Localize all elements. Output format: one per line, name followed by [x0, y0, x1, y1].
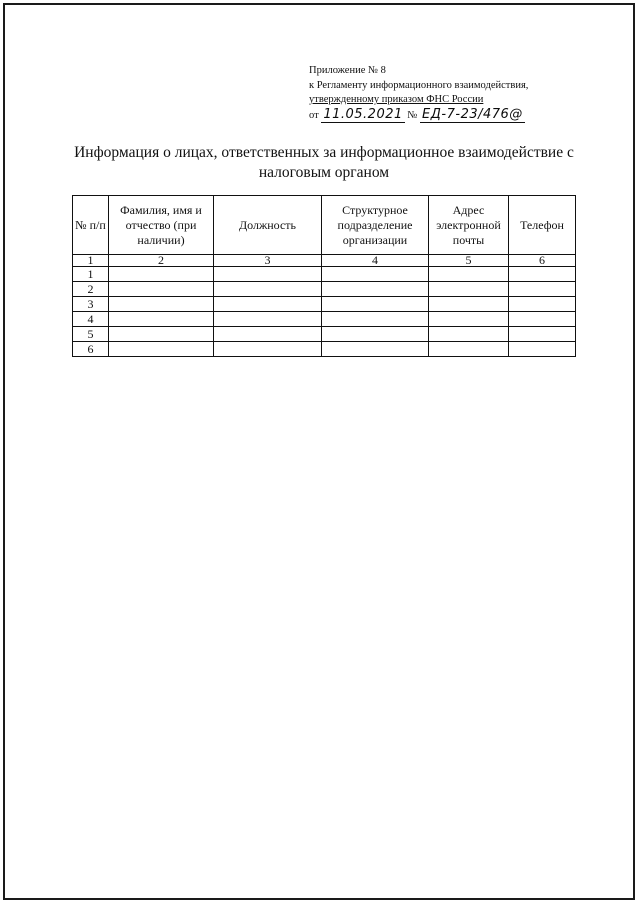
row-number-cell: 6 — [73, 342, 109, 357]
phone-cell — [509, 312, 576, 327]
from-label: от — [309, 109, 319, 121]
department-cell — [322, 282, 429, 297]
row-number-cell: 5 — [73, 327, 109, 342]
document-title: Информация о лицах, ответственных за информационное взаимодействие с налоговым органом — [74, 144, 574, 181]
page-border — [3, 3, 635, 900]
full-name-cell — [109, 267, 214, 282]
column-number-cell: 6 — [509, 255, 576, 267]
appendix-order-line — [309, 108, 569, 124]
email-cell — [429, 327, 509, 342]
email-cell — [429, 282, 509, 297]
position-cell — [214, 312, 322, 327]
appendix-header — [309, 64, 569, 123]
column-number-cell: 4 — [322, 255, 429, 267]
table-row — [73, 342, 576, 357]
table-row — [73, 282, 576, 297]
email-cell — [429, 267, 509, 282]
position-cell — [214, 282, 322, 297]
column-number-cell: 5 — [429, 255, 509, 267]
row-number-cell: 2 — [73, 282, 109, 297]
table-row — [73, 267, 576, 282]
header-cell-full-name: Фамилия, имя и отчество (при наличии) — [109, 196, 214, 255]
full-name-cell — [109, 342, 214, 357]
order-date: 11.05.2021 — [323, 106, 403, 122]
responsibles-table — [72, 195, 576, 357]
table-row — [73, 327, 576, 342]
department-cell — [322, 297, 429, 312]
position-cell — [214, 327, 322, 342]
email-cell — [429, 312, 509, 327]
full-name-cell — [109, 282, 214, 297]
department-cell — [322, 342, 429, 357]
full-name-cell — [109, 312, 214, 327]
column-number-cell: 1 — [73, 255, 109, 267]
row-number-cell: 1 — [73, 267, 109, 282]
full-name-cell — [109, 327, 214, 342]
department-cell — [322, 267, 429, 282]
header-cell-position: Должность — [214, 196, 322, 255]
header-cell-email: Адрес электронной почты — [429, 196, 509, 255]
position-cell — [214, 342, 322, 357]
appendix-approval: утвержденному приказом ФНС России — [309, 94, 484, 105]
header-cell-number: № п/п — [73, 196, 109, 255]
row-number-cell: 4 — [73, 312, 109, 327]
row-number-cell: 3 — [73, 297, 109, 312]
order-number: ЕД-7-23/476@ — [422, 106, 523, 122]
position-cell — [214, 267, 322, 282]
department-cell — [322, 312, 429, 327]
appendix-title: Приложение № 8 — [309, 65, 386, 76]
department-cell — [322, 327, 429, 342]
table-row — [73, 297, 576, 312]
phone-cell — [509, 297, 576, 312]
phone-cell — [509, 342, 576, 357]
number-label: № — [407, 109, 418, 121]
email-cell — [429, 297, 509, 312]
header-cell-department: Структурное подразделение организации — [322, 196, 429, 255]
appendix-reference: к Регламенту информационного взаимодействия, — [309, 79, 529, 91]
phone-cell — [509, 282, 576, 297]
table-row — [73, 312, 576, 327]
column-number-cell: 2 — [109, 255, 214, 267]
phone-cell — [509, 327, 576, 342]
table-header-row — [73, 196, 576, 255]
email-cell — [429, 342, 509, 357]
column-number-cell: 3 — [214, 255, 322, 267]
header-cell-phone: Телефон — [509, 196, 576, 255]
position-cell — [214, 297, 322, 312]
phone-cell — [509, 267, 576, 282]
full-name-cell — [109, 297, 214, 312]
column-number-row — [73, 255, 576, 267]
